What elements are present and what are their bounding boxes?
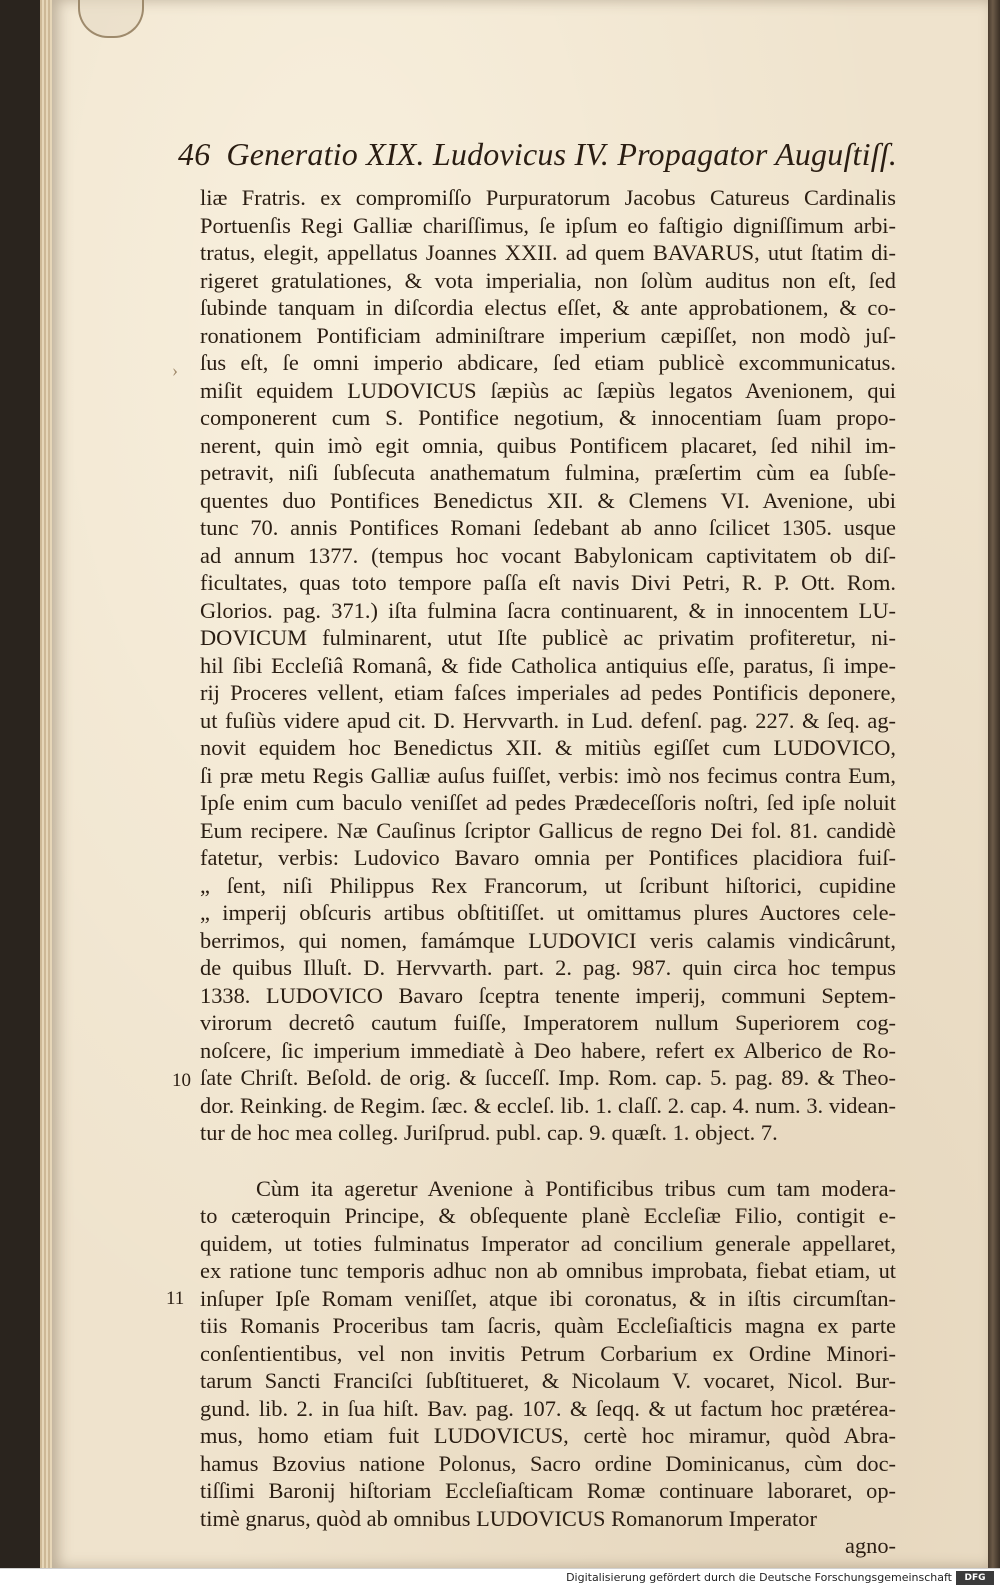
margin-number-10: 10 [172,1070,191,1091]
footer-bar [0,1568,1000,1588]
text-line: Cùm ita ageretur Avenione à Pontificibus tribus cum tam modera- [256,1175,896,1201]
text-line: componerent cum S. Pontifice negotium, & innocentiam ſuam propo- [200,405,896,430]
text-line: quentes duo Pontifices Benedictus XII. & Clemens VI. Avenione, ubi [200,487,896,513]
footer-credit: Digitalisierung gefördert durch die Deutsche Forschungsgemeinschaft [566,1571,952,1584]
text-line: ficultates, quas toto tempore paſſa eſt navis Divi Petri, R. P. Ott. Rom. [200,570,896,595]
margin-mark: › [172,360,178,380]
running-head-title: Generatio XIX. Ludovicus IV. Propagator Auguſtiſſ. [226,136,898,172]
text-line: rigeret gratulationes, & vota imperialia, non ſolùm auditus non eſt, ſed [200,267,896,293]
text-line: dor. Reinking. de Regim. ſæc. & eccleſ. lib. 1. claſſ. 2. cap. 4. num. 3. videan- [200,1092,896,1118]
text-line: tarum Sancti Franciſci ſubſtitueret, & Nicolaum V. vocaret, Nicol. Bur- [200,1368,896,1393]
text-line: conſentientibus, vel non invitis Petrum Corbarium ex Ordine Minori- [200,1340,896,1366]
dfg-logo: DFG [956,1571,994,1585]
text-line: ex ratione tunc temporis adhuc non ab omnibus improbata, fiebat etiam, ut [200,1258,896,1283]
margin-number-11: 11 [166,1288,185,1309]
text-line: tiis Romanis Proceribus tam ſacris, quàm Eccleſiaſticis magna ex parte [200,1313,896,1338]
text-line: ut fuſiùs videre apud cit. D. Hervvarth. in Lud. defenſ. pag. 227. & ſeq. ag- [200,707,896,733]
text-line: hamus Bzovius natione Polonus, Sacro ordine Dominicanus, cùm doc- [200,1450,896,1476]
text-line: rij Proceres vellent, etiam faſces imperiales ad pedes Pontificis deponere, [200,680,896,705]
text-line: novit equidem hoc Benedictus XII. & mitiùs egiſſet cum LUDOVICO, [200,735,896,760]
text-line: tur de hoc mea colleg. Juriſprud. publ. cap. 9. quæſt. 1. object. 7. [200,1120,778,1145]
text-line: Glorios. pag. 371.) iſta fulmina ſacra continuarent, & in innocentem LU- [200,597,896,623]
paragraph-gap [200,1147,896,1175]
text-line: ſate Chriſt. Beſold. de orig. & ſucceſſ. Imp. Rom. cap. 5. pag. 89. & Theo- [200,1065,896,1090]
text-line: noſcere, ſic imperium immediatè à Deo habere, refert ex Alberico de Ro- [200,1037,896,1063]
text-line: to cæteroquin Principe, & obſequente planè Eccleſiæ Filio, contigit e- [200,1203,896,1228]
text-line: tratus, elegit, appellatus Joannes XXII. ad quem BAVARUS, utut ſtatim di- [200,240,896,265]
text-line: liæ Fratris. ex compromiſſo Purpuratorum Jacobus Catureus Cardinalis [200,185,896,210]
running-head [178,136,898,173]
text-line: de quibus Illuſt. D. Hervvarth. part. 2. pag. 987. quin circa hoc tempus [200,955,896,980]
text-line: ſus eſt, ſe omni imperio abdicare, ſed etiam publicè excommunicatus. [200,350,896,375]
catchword: agno- [845,1533,896,1558]
text-line: petravit, niſi ſubſecuta anathematum fulmina, præſertim cùm ea ſubſe- [200,460,896,485]
text-line: DOVICUM fulminarent, utut Iſte publicè ac privatim profiteretur, ni- [200,625,896,650]
text-line: „ imperij obſcuris artibus obſtitiſſet. ut omittamus plures Auctores cele- [200,900,896,925]
text-line: mus, homo etiam fuit LUDOVICUS, certè hoc miramur, quòd Abra- [200,1423,896,1448]
text-line: Ipſe enim cum baculo veniſſet ad pedes Prædeceſſoris noſtri, ſed ipſe noluit [200,790,896,815]
text-line: tiſſimi Baronij hiſtoriam Eccleſiaſticam Romæ continuare laboraret, op- [200,1478,896,1503]
text-line: ſi præ metu Regis Galliæ auſus fuiſſet, verbis: imò nos fecimus contra Eum, [200,762,896,788]
book-board-edge [988,0,1000,1568]
text-line: inſuper Ipſe Romam veniſſet, atque ibi coronatus, & in iſtis circumſtan- [200,1285,896,1311]
text-line: timè gnarus, quòd ab omnibus LUDOVICUS Romanorum Imperator [200,1505,817,1531]
text-line: „ ſent, niſi Philippus Rex Francorum, ut ſcribunt hiſtorici, cupidine [200,872,896,898]
text-line: ronationem Pontificiam adminiſtrare imperium cæpiſſet, non modò juſ- [200,322,896,348]
text-line: gund. lib. 2. in ſua hiſt. Bav. pag. 107. & ſeqq. & ut factum hoc prætérea- [200,1395,896,1421]
text-line: tunc 70. annis Pontifices Romani ſedebant ab anno ſcilicet 1305. usque [200,515,896,540]
text-line: Portuenſis Regi Galliæ chariſſimus, ſe ipſum eo faſtigio digniſſimum arbi- [200,212,896,238]
text-line: berrimos, qui nomen, famámque LUDOVICI veris calamis vindicârunt, [200,927,896,953]
text-line: 1338. LUDOVICO Bavaro ſceptra tenente imperij, communi Septem- [200,982,896,1008]
text-line: ad annum 1377. (tempus hoc vocant Babylonicam captivitatem ob diſ- [200,542,896,568]
text-line: nerent, quin imò egit omnia, quibus Pontificem placaret, ſed nihil im- [200,432,896,458]
text-line: virorum decretô cautum fuiſſe, Imperatorem nullum Superiorem cog- [200,1010,896,1035]
text-line: ſubinde tanquam in diſcordia electus eſſet, & ante approbationem, & co- [200,295,896,320]
body-text [200,184,896,1560]
text-line: hil ſibi Eccleſiâ Romanâ, & fide Catholica antiquius eſſe, paratus, ſi impe- [200,652,896,678]
text-line: miſit equidem LUDOVICUS ſæpiùs ac ſæpiùs legatos Avenionem, qui [200,377,896,403]
text-line: Eum recipere. Næ Cauſinus ſcriptor Gallicus de regno Dei fol. 81. candidè [200,817,896,843]
text-line: quidem, ut toties fulminatus Imperator ad concilium generale appellaret, [200,1230,896,1256]
page-number: 46 [178,136,211,172]
text-line: fatetur, verbis: Ludovico Bavaro omnia per Pontifices placidiora fuiſ- [200,845,896,870]
